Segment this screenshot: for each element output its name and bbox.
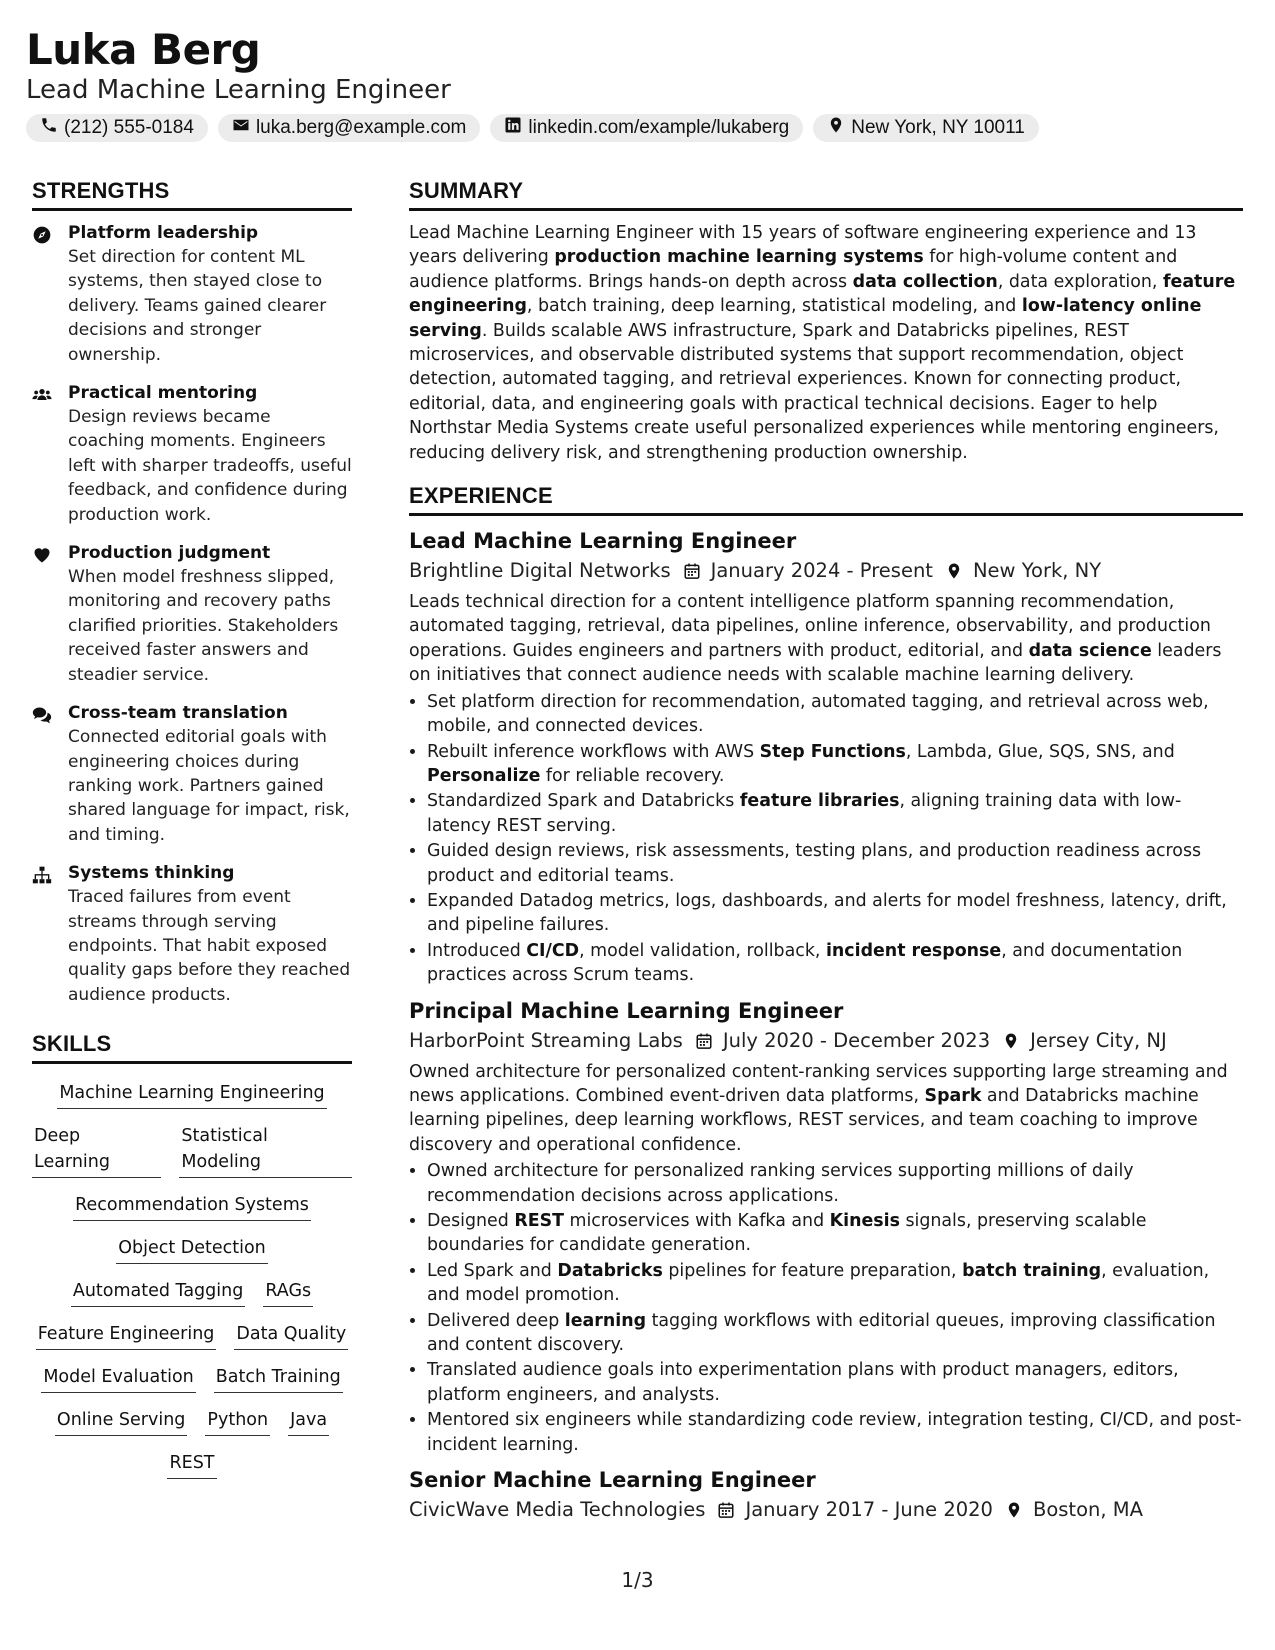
skill-tag: Statistical Modeling: [179, 1123, 352, 1178]
skill-tag: Data Quality: [234, 1321, 348, 1350]
strength-item: [32, 381, 352, 527]
location-pin-icon: [1005, 1501, 1023, 1519]
job-bullets: [409, 690, 1243, 988]
page-number: 1/3: [621, 1568, 654, 1592]
job-company: HarborPoint Streaming Labs: [409, 1028, 683, 1052]
job-bullet: • Expanded Datadog metrics, logs, dashboards, and alerts for model freshness, latency, drift, and pipeline failures.: [427, 889, 1243, 938]
job-bullet: • Introduced CI/CD, model validation, rollback, incident response, and documentation practices across Scrum teams.: [427, 939, 1243, 988]
strength-desc: Connected editorial goals with engineering choices during ranking work. Partners gained shared language for impact, risk, and timing.: [68, 727, 350, 845]
experience-heading: EXPERIENCE: [409, 481, 1243, 516]
job-title: Principal Machine Learning Engineer: [409, 998, 844, 1023]
skill-tag: Recommendation Systems: [73, 1192, 311, 1221]
job-dates: January 2024 - Present: [710, 559, 933, 583]
job-bullet: • Owned architecture for personalized ranking services supporting millions of daily recommendation decisions across applications.: [427, 1159, 1243, 1208]
skill-tag: Feature Engineering: [36, 1321, 217, 1350]
skill-tag: Batch Training: [214, 1364, 343, 1393]
job-meta: [409, 1026, 1243, 1056]
job-title: Lead Machine Learning Engineer: [409, 529, 797, 554]
job-location: Boston, MA: [1032, 1498, 1143, 1522]
heart-icon: [32, 541, 54, 687]
strength-item: [32, 221, 352, 367]
skills-section: [32, 1029, 352, 1479]
users-icon: [32, 381, 54, 527]
contact-phone-text: (212) 555-0184: [64, 117, 194, 138]
job-dates: July 2020 - December 2023: [722, 1028, 991, 1052]
skill-tag: RAGs: [263, 1278, 313, 1307]
skills-list: [32, 1074, 352, 1479]
job-location: Jersey City, NJ: [1030, 1028, 1167, 1052]
job-location: New York, NY: [972, 559, 1102, 583]
job-description: Owned architecture for personalized content-ranking services supporting large streaming and news applications. Combined event-driven data platforms, Spark and Databricks machine learning pipelines, deep learning workflows, REST services, and team coaching to improve discovery and operational confidence.: [409, 1061, 1228, 1155]
calendar-icon: [695, 1032, 713, 1050]
job-bullets: [409, 1159, 1243, 1457]
job-meta: [409, 556, 1243, 586]
job-bullet: • Translated audience goals into experimentation plans with product managers, editors, platform engineers, and analysts.: [427, 1358, 1243, 1407]
job-entry: [409, 1465, 1243, 1525]
strength-title: Systems thinking: [68, 863, 235, 884]
strength-desc: When model freshness slipped, monitoring and recovery paths clarified priorities. Stakeholders received faster answers and steadier service.: [68, 567, 339, 685]
candidate-title: Lead Machine Learning Engineer: [26, 75, 451, 105]
compass-icon: [32, 221, 54, 367]
skill-tag: Automated Tagging: [71, 1278, 246, 1307]
strength-title: Platform leadership: [68, 223, 259, 243]
skill-row: [32, 1192, 352, 1221]
job-bullet: • Mentored six engineers while standardizing code review, integration testing, CI/CD, and post-incident learning.: [427, 1408, 1243, 1457]
summary-heading: SUMMARY: [409, 176, 1243, 211]
phone-icon: [40, 116, 58, 140]
job-bullet: • Standardized Spark and Databricks feature libraries, aligning training data with low-latency REST serving.: [427, 789, 1243, 838]
skill-row: [32, 1278, 352, 1307]
envelope-icon: [232, 116, 250, 140]
candidate-name: Luka Berg: [26, 25, 261, 74]
job-bullet: • Rebuilt inference workflows with AWS Step Functions, Lambda, Glue, SQS, SNS, and Personalize for reliable recovery.: [427, 740, 1243, 789]
skill-row: [32, 1450, 352, 1479]
right-column: [409, 176, 1243, 1533]
comments-icon: [32, 701, 54, 847]
experience-list: [409, 526, 1243, 1525]
left-column: [32, 176, 352, 1493]
strength-title: Production judgment: [68, 543, 271, 564]
location-pin-icon: [945, 562, 963, 580]
job-bullet: • Delivered deep learning tagging workflows with editorial queues, improving classification and content discovery.: [427, 1309, 1243, 1358]
skill-row: [32, 1235, 352, 1264]
skill-tag: Online Serving: [55, 1407, 188, 1436]
skill-tag: Machine Learning Engineering: [57, 1080, 326, 1109]
job-bullet: • Led Spark and Databricks pipelines for feature preparation, batch training, evaluation, and model promotion.: [427, 1259, 1243, 1308]
strength-item: [32, 701, 352, 847]
strength-item: [32, 861, 352, 1007]
contact-bar: [26, 114, 1039, 142]
job-dates: January 2017 - June 2020: [745, 1498, 993, 1522]
skill-tag: Java: [288, 1407, 329, 1436]
job-company: CivicWave Media Technologies: [409, 1498, 706, 1522]
job-bullet: • Set platform direction for recommendation, automated tagging, and retrieval across web, mobile, and connected devices.: [427, 690, 1243, 739]
job-company: Brightline Digital Networks: [409, 559, 671, 583]
strengths-heading: STRENGTHS: [32, 176, 352, 211]
contact-email-text: luka.berg@example.com: [255, 117, 467, 138]
strength-title: Practical mentoring: [68, 383, 258, 404]
contact-phone[interactable]: [26, 114, 208, 142]
strength-desc: Design reviews became coaching moments. Engineers left with sharper tradeoffs, useful feedback, and confidence during production work.: [68, 407, 352, 525]
contact-location-text: New York, NY 10011: [851, 117, 1025, 138]
job-entry: [409, 996, 1243, 1458]
strength-item: [32, 541, 352, 687]
skill-tag: Deep Learning: [32, 1123, 161, 1178]
job-entry: [409, 526, 1243, 988]
summary-text: Lead Machine Learning Engineer with 15 years of software engineering experience and 13 years delivering production machine learning systems for high-volume content and audience platforms. Brings hands-on depth across data collection, data exploration, feature engineering, batch training, deep learning, statistical modeling, and low-latency online serving. Builds scalable AWS infrastructure, Spark and Databricks pipelines, REST microservices, and observable distributed systems that support recommendation, object detection, automated tagging, and retrieval experiences. Known for connecting product, editorial, data, and engineering goals with practical technical decisions. Eager to help Northstar Media Systems create useful personalized experiences while mentoring engineers, reducing delivery risk, and strengthening production ownership.: [409, 223, 1236, 463]
skill-tag: REST: [167, 1450, 216, 1479]
contact-location: [813, 114, 1039, 142]
location-pin-icon: [1002, 1032, 1020, 1050]
calendar-icon: [683, 562, 701, 580]
skill-row: [32, 1321, 352, 1350]
skill-tag: Object Detection: [116, 1235, 268, 1264]
sitemap-icon: [32, 861, 54, 1007]
strength-desc: Traced failures from event streams through serving endpoints. That habit exposed quality gaps before they reached audience products.: [68, 887, 351, 1005]
skill-tag: Model Evaluation: [41, 1364, 195, 1393]
skill-row: [32, 1407, 352, 1436]
linkedin-icon: [504, 116, 522, 140]
job-bullet: • Designed REST microservices with Kafka and Kinesis signals, preserving scalable boundaries for candidate generation.: [427, 1209, 1243, 1258]
location-pin-icon: [827, 116, 845, 140]
skill-row: [32, 1364, 352, 1393]
contact-linkedin-text: linkedin.com/example/lukaberg: [528, 117, 790, 138]
skill-row: [32, 1080, 352, 1109]
strength-desc: Set direction for content ML systems, then stayed close to delivery. Teams gained clearer decisions and stronger ownership.: [68, 247, 327, 365]
contact-email[interactable]: [218, 114, 480, 142]
skills-heading: SKILLS: [32, 1029, 352, 1064]
strength-title: Cross-team translation: [68, 703, 288, 724]
job-meta: [409, 1495, 1243, 1525]
skill-row: [32, 1123, 352, 1178]
job-description: Leads technical direction for a content intelligence platform spanning recommendation, automated tagging, retrieval, data pipelines, online inference, observability, and production operations. Guides engineers and partners with product, editorial, and data science leaders on initiatives that connect audience needs with scalable machine learning delivery.: [409, 592, 1222, 686]
skill-tag: Python: [205, 1407, 270, 1436]
job-title: Senior Machine Learning Engineer: [409, 1468, 816, 1493]
contact-linkedin[interactable]: [490, 114, 803, 142]
job-bullet: • Guided design reviews, risk assessments, testing plans, and production readiness across product and editorial teams.: [427, 839, 1243, 888]
calendar-icon: [717, 1501, 735, 1519]
